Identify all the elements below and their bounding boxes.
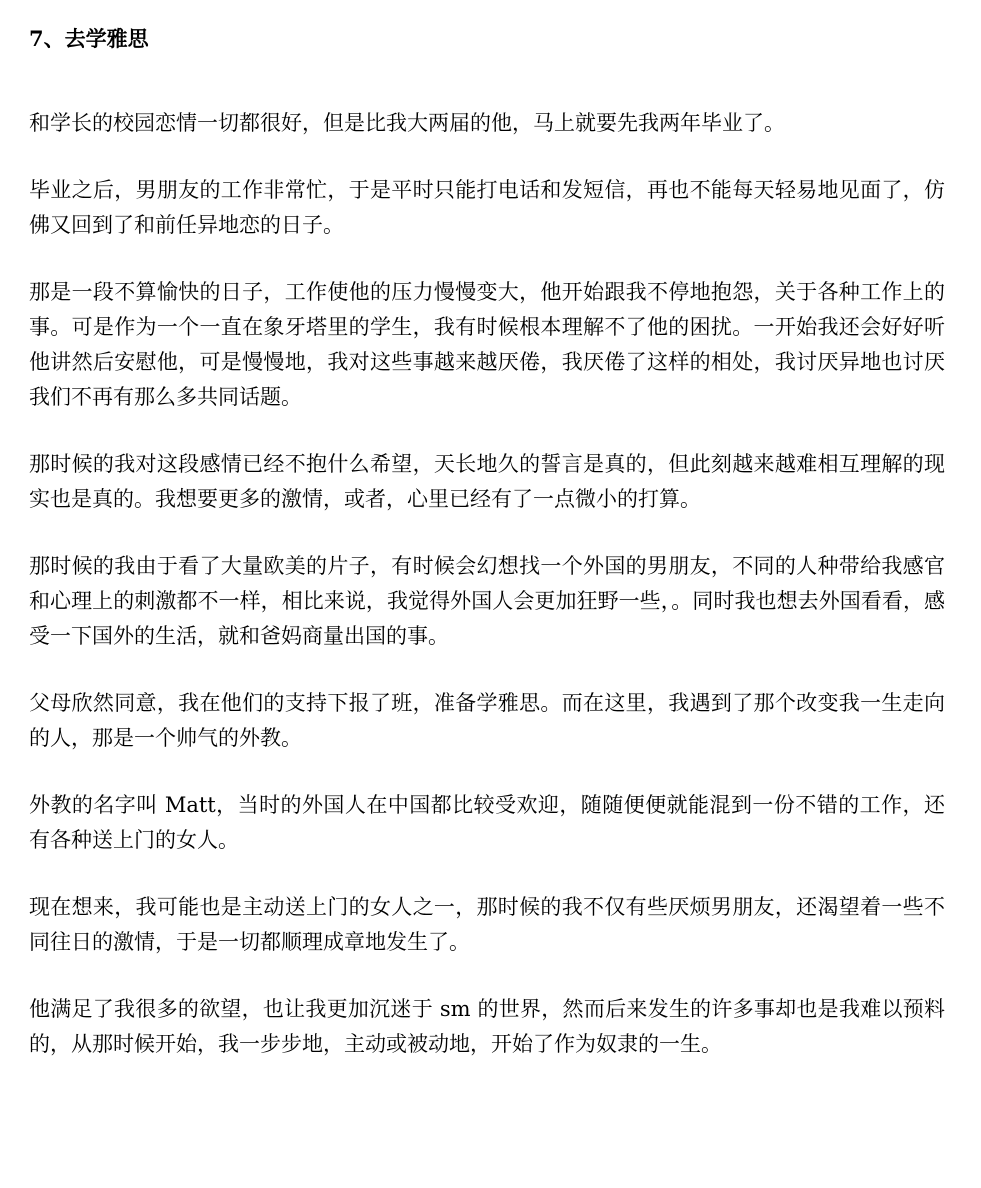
paragraph-2: 毕业之后，男朋友的工作非常忙，于是平时只能打电话和发短信，再也不能每天轻易地见面了，仿佛又回到了和前任异地恋的日子。 xyxy=(29,178,945,237)
paragraph-6: 父母欣然同意，我在他们的支持下报了班，准备学雅思。而在这里，我遇到了那个改变我一生走向的人，那是一个帅气的外教。 xyxy=(29,691,945,750)
paragraph-5: 那时候的我由于看了大量欧美的片子，有时候会幻想找一个外国的男朋友，不同的人种带给我感官和心理上的刺激都不一样，相比来说，我觉得外国人会更加狂野一些，。同时我也想去外国看看，感受一下国外的生活，就和爸妈商量出国的事。 xyxy=(29,554,945,648)
paragraph-7: 外教的名字叫 Matt，当时的外国人在中国都比较受欢迎，随随便便就能混到一份不错的工作，还有各种送上门的女人。 xyxy=(29,793,945,852)
document-page xyxy=(29,22,945,1094)
paragraph-4: 那时候的我对这段感情已经不抱什么希望，天长地久的誓言是真的，但此刻越来越难相互理解的现实也是真的。我想要更多的激情，或者，心里已经有了一点微小的打算。 xyxy=(29,452,945,511)
chapter-title: 7、去学雅思 xyxy=(29,26,149,51)
paragraph-9: 他满足了我很多的欲望，也让我更加沉迷于 sm 的世界，然而后来发生的许多事却也是我难以预料的，从那时候开始，我一步步地，主动或被动地，开始了作为奴隶的一生。 xyxy=(29,997,945,1056)
paragraph-1: 和学长的校园恋情一切都很好，但是比我大两届的他，马上就要先我两年毕业了。 xyxy=(29,111,785,135)
paragraph-8: 现在想来，我可能也是主动送上门的女人之一，那时候的我不仅有些厌烦男朋友，还渴望着一些不同往日的激情，于是一切都顺理成章地发生了。 xyxy=(29,895,945,954)
paragraph-3: 那是一段不算愉快的日子，工作使他的压力慢慢变大，他开始跟我不停地抱怨，关于各种工作上的事。可是作为一个一直在象牙塔里的学生，我有时候根本理解不了他的困扰。一开始我还会好好听他讲然后安慰他，可是慢慢地，我对这些事越来越厌倦，我厌倦了这样的相处，我讨厌异地也讨厌我们不再有那么多共同话题。 xyxy=(29,280,945,409)
document-body xyxy=(29,106,945,1062)
